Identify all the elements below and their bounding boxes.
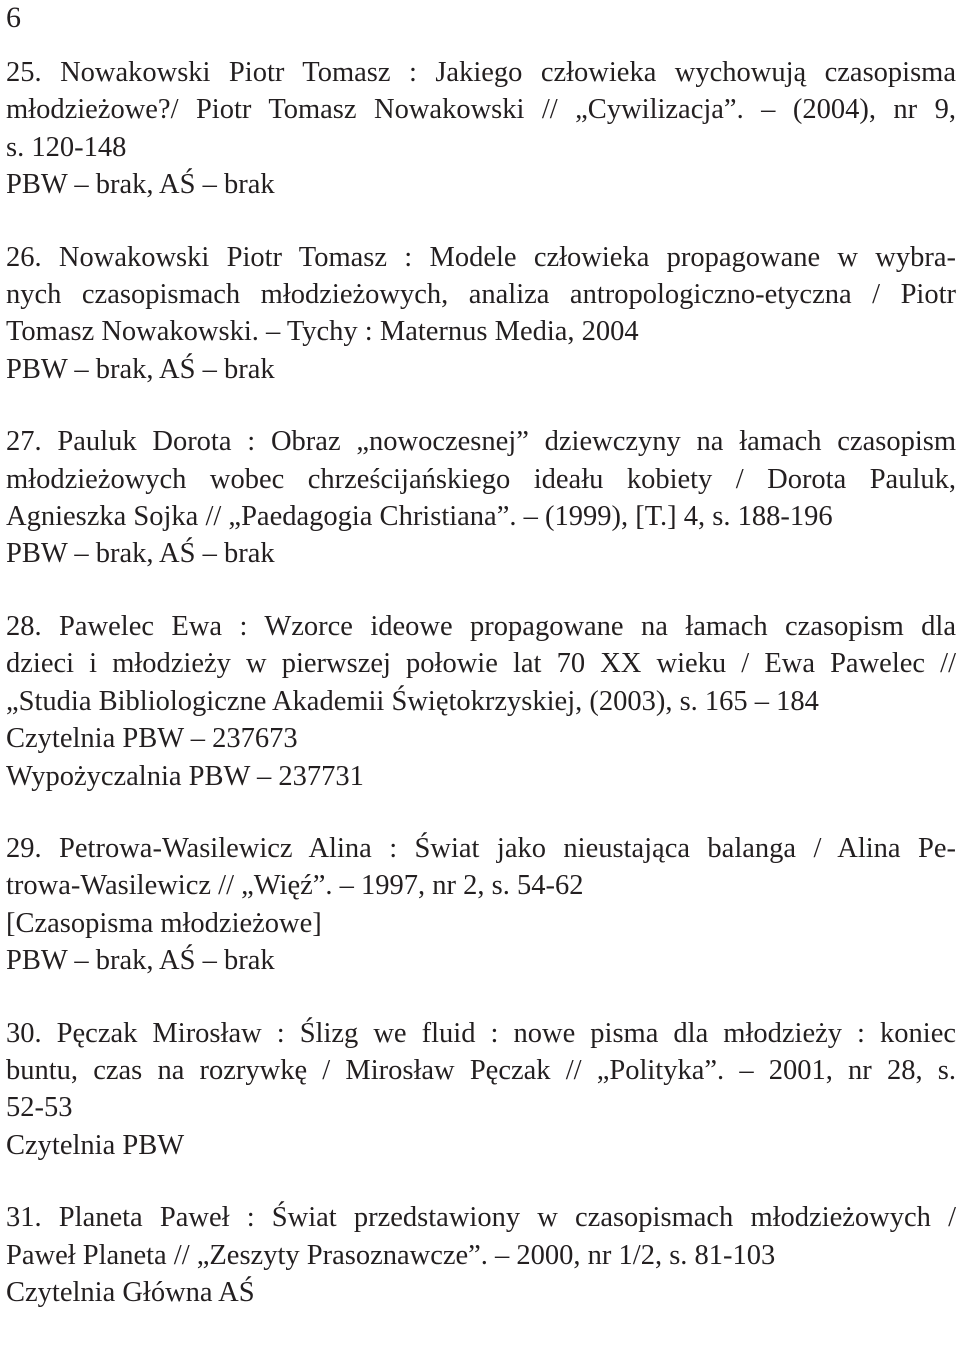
document-page bbox=[6, 0, 956, 1346]
entry-line: PBW – brak, AŚ – brak bbox=[6, 538, 275, 570]
entry-line: 52-53 bbox=[6, 1092, 73, 1124]
entry-line: dzieci i młodzieży w pierwszej połowie lat 70 XX wieku / Ewa Pawelec // bbox=[6, 648, 956, 680]
entry-line: 28. Pawelec Ewa : Wzorce ideowe propagowane na łamach czasopism dla bbox=[6, 610, 956, 642]
entry-line: 30. Pęczak Mirosław : Ślizg we fluid : nowe pisma dla młodzieży : koniec bbox=[6, 1017, 956, 1049]
entry-line: 29. Petrowa-Wasilewicz Alina : Świat jako nieustająca balanga / Alina Pe- bbox=[6, 832, 956, 864]
entry-line: Tomasz Nowakowski. – Tychy : Maternus Media, 2004 bbox=[6, 316, 639, 348]
bibliography-entry bbox=[6, 239, 956, 389]
entry-line: młodzieżowych wobec chrześcijańskiego ideału kobiety / Dorota Pauluk, bbox=[6, 463, 956, 495]
entry-line: Czytelnia Główna AŚ bbox=[6, 1276, 255, 1308]
entry-line: młodzieżowe?/ Piotr Tomasz Nowakowski // „Cywilizacja”. – (2004), nr 9, bbox=[6, 94, 956, 126]
bibliography-entry bbox=[6, 423, 956, 573]
bibliography-entry bbox=[6, 1015, 956, 1165]
entry-line: 26. Nowakowski Piotr Tomasz : Modele człowieka propagowane w wybra- bbox=[6, 241, 956, 273]
entry-line: 27. Pauluk Dorota : Obraz „nowoczesnej” dziewczyny na łamach czasopism bbox=[6, 426, 956, 458]
page-number: 6 bbox=[6, 1, 21, 34]
entry-line: 31. Planeta Paweł : Świat przedstawiony w czasopismach młodzieżowych / bbox=[6, 1202, 956, 1234]
bibliography-entry bbox=[6, 830, 956, 980]
entry-line: PBW – brak, AŚ – brak bbox=[6, 945, 275, 977]
entry-line: trowa-Wasilewicz // „Więź”. – 1997, nr 2, s. 54-62 bbox=[6, 870, 584, 902]
entry-line: „Studia Bibliologiczne Akademii Świętokrzyskiej, (2003), s. 165 – 184 bbox=[6, 685, 819, 717]
entry-line: s. 120-148 bbox=[6, 131, 127, 163]
entry-line: buntu, czas na rozrywkę / Mirosław Pęczak // „Polityka”. – 2001, nr 28, s. bbox=[6, 1054, 956, 1086]
bibliography-entry bbox=[6, 54, 956, 204]
entry-line: nych czasopismach młodzieżowych, analiza antropologiczno-etyczna / Piotr bbox=[6, 279, 956, 311]
entry-line: Czytelnia PBW – 237673 bbox=[6, 723, 298, 755]
bibliography-list bbox=[6, 54, 956, 1311]
entry-line: Agnieszka Sojka // „Paedagogia Christiana”. – (1999), [T.] 4, s. 188-196 bbox=[6, 501, 833, 533]
entry-line: Paweł Planeta // „Zeszyty Prasoznawcze”. – 2000, nr 1/2, s. 81-103 bbox=[6, 1239, 776, 1271]
bibliography-entry bbox=[6, 1199, 956, 1311]
entry-line: PBW – brak, AŚ – brak bbox=[6, 353, 275, 385]
entry-line: Czytelnia PBW bbox=[6, 1129, 185, 1161]
entry-line: 25. Nowakowski Piotr Tomasz : Jakiego człowieka wychowują czasopisma bbox=[6, 57, 956, 88]
entry-line: PBW – brak, AŚ – brak bbox=[6, 169, 275, 201]
entry-line: Wypożyczalnia PBW – 237731 bbox=[6, 760, 364, 792]
bibliography-entry bbox=[6, 608, 956, 795]
entry-line: [Czasopisma młodzieżowe] bbox=[6, 907, 322, 939]
